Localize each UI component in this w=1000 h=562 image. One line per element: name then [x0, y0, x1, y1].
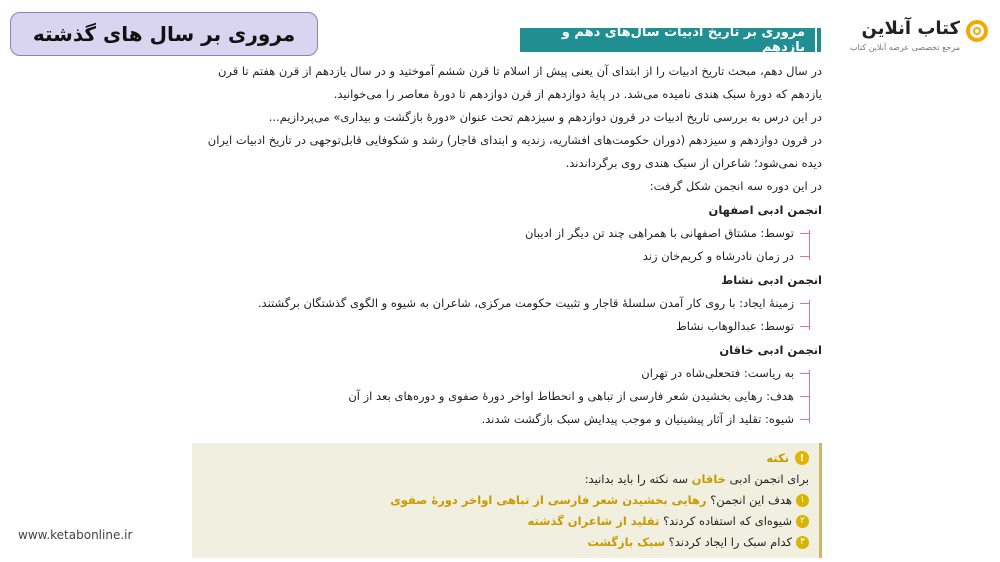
- exclamation-icon: !: [795, 451, 809, 465]
- number-badge: ۳: [796, 536, 809, 549]
- section-header: [520, 25, 815, 55]
- section-title-khaghan: انجمن ادبی خاقان: [719, 343, 822, 357]
- note-question: کدام سبک را ایجاد کردند؟: [668, 535, 792, 549]
- note-intro-highlight: خاقان: [691, 472, 726, 486]
- list-item: به ریاست: فتحعلی‌شاه در تهران: [190, 362, 808, 385]
- note-qa-item: [192, 532, 809, 553]
- list-item: هدف: رهایی بخشیدن شعر فارسی از تباهی و انحطاط اواخر دورۀ صفوی و دوره‌های بعد از آن: [190, 385, 808, 408]
- section-header-text: مروری بر تاریخ ادبیات سال‌های دهم و یازدهم: [561, 25, 805, 55]
- list-item: در زمان نادرشاه و کریم‌خان زند: [190, 245, 808, 268]
- note-answer: رهایی بخشیدن شعر فارسی از تباهی اواخر دورۀ صفوی: [390, 493, 707, 507]
- note-answer: سبک بازگشت: [587, 535, 666, 549]
- intro-paragraph-3-b: شاعران از سبک هندی روی برگرداندند.: [565, 156, 755, 170]
- note-intro: [192, 469, 809, 490]
- note-intro-b: سه نکته را باید بدانید:: [584, 472, 692, 486]
- list-item: توسط: مشتاق اصفهانی با همراهی چند تن دیگر از ادیبان: [190, 222, 808, 245]
- note-box: [192, 443, 822, 558]
- list-item: توسط: عبدالوهاب نشاط: [190, 315, 808, 338]
- section-list-neshat: [190, 292, 808, 338]
- section-header-bar: [817, 28, 821, 52]
- list-item: زمینۀ ایجاد: با روی کار آمدن سلسلۀ قاجار و تثبیت حکومت مرکزی، شاعران به شیوه و الگوی گذشتگان برگشتند.: [190, 292, 808, 315]
- number-badge: ۱: [796, 494, 809, 507]
- logo: [830, 18, 990, 58]
- note-question: هدف این انجمن؟: [710, 493, 792, 507]
- note-qa-item: [192, 511, 809, 532]
- footer-url: www.ketabonline.ir: [18, 528, 133, 542]
- list-item: شیوه: تقلید از آثار پیشینیان و موجب پیدایش سبک بازگشت شدند.: [190, 408, 808, 431]
- note-heading-text: نکته: [766, 451, 789, 465]
- title-badge: مروری بر سال های گذشته: [10, 12, 318, 56]
- note-intro-a: برای انجمن ادبی: [725, 472, 809, 486]
- intro-paragraph-3-a: در قرون دوازدهم و سیزدهم (دوران حکومت‌های افشاریه، زندیه و ابتدای قاجار) رشد و شکوفایی قابل‌توجهی در تاریخ ادبیات ایران دیده نمی‌شود؛: [207, 133, 822, 170]
- section-list-khaghan: [190, 362, 808, 431]
- note-qa-item: [192, 490, 809, 511]
- section-list-isfahan: [190, 222, 808, 268]
- note-question: شیوه‌ای که استفاده کردند؟: [663, 514, 792, 528]
- intro-paragraph-4: در این دوره سه انجمن شکل گرفت:: [649, 179, 822, 193]
- number-badge: ۲: [796, 515, 809, 528]
- logo-subtitle: مرجع تخصصی عرضه آنلاین کتاب: [849, 43, 960, 52]
- content: [190, 60, 822, 431]
- intro-paragraph-2: در این درس به بررسی تاریخ ادبیات در قرون دوازدهم و سیزدهم تحت عنوان «دورۀ بازگشت و بیداری» می‌پردازیم...: [268, 110, 822, 124]
- section-title-neshat: انجمن ادبی نشاط: [721, 273, 822, 287]
- note-answer: تقلید از شاعران گذشته: [527, 514, 660, 528]
- logo-icon: [966, 20, 988, 42]
- note-heading: [192, 447, 809, 469]
- intro-paragraph-3: [190, 129, 822, 175]
- section-title-isfahan: انجمن ادبی اصفهان: [708, 203, 822, 217]
- logo-name: کتاب آنلاین: [861, 18, 960, 39]
- intro-paragraph-1: در سال دهم، مبحث تاریخ ادبیات را از ابتدای آن یعنی پیش از اسلام تا قرن ششم آموختید و در سال یازدهم از قرن هفتم تا قرن یازدهم که دورۀ سبک هندی نامیده می‌شد. در پایۀ دوازدهم از قرن دوازدهم تا دورۀ معاصر را می‌خوانید.: [217, 64, 822, 101]
